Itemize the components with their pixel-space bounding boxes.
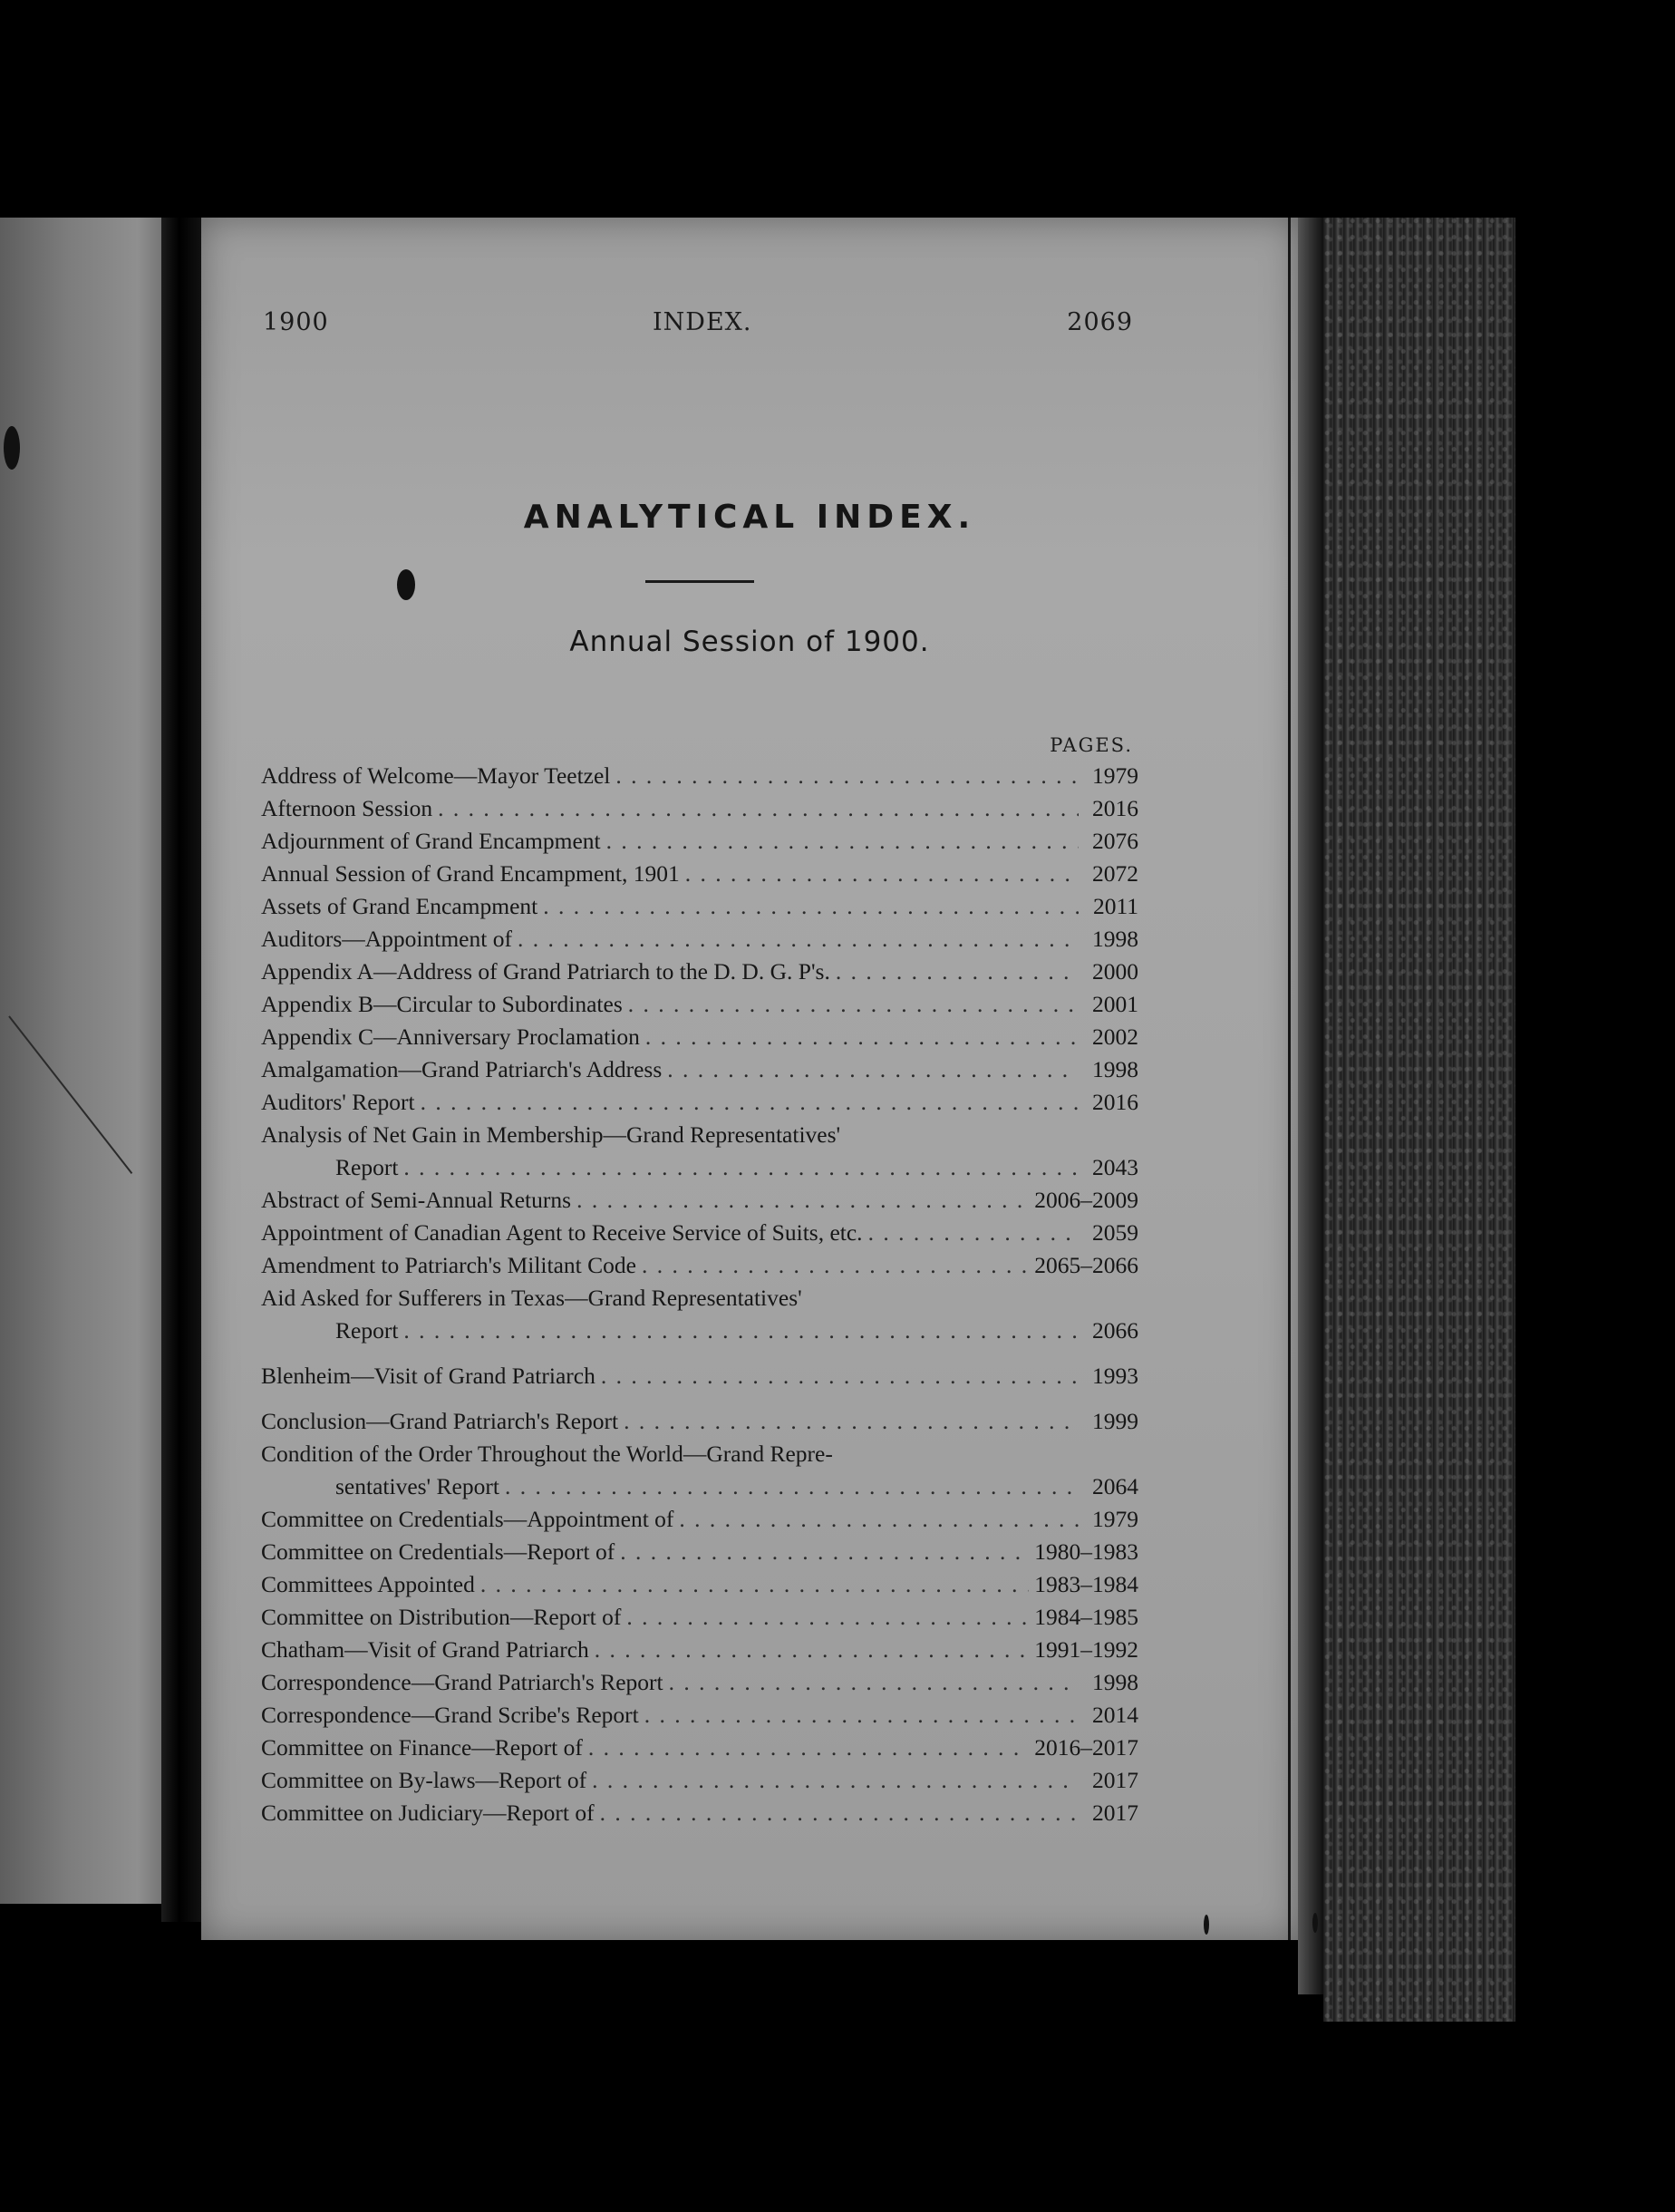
index-entry-text: Annual Session of Grand Encampment, 1901 xyxy=(261,860,680,887)
dot-leader xyxy=(626,1601,1029,1634)
index-entry-page: 2017 xyxy=(1092,1800,1138,1826)
index-entry-page: 1984–1985 xyxy=(1034,1604,1138,1630)
index-entry-page: 2076 xyxy=(1092,828,1138,854)
dot-leader xyxy=(595,1634,1029,1666)
dot-leader xyxy=(403,1315,1079,1347)
index-entry xyxy=(261,1021,1138,1053)
index-entry xyxy=(261,1666,1138,1699)
index-entry-page: 1993 xyxy=(1092,1363,1138,1389)
index-entry-text: Amalgamation—Grand Patriarch's Address xyxy=(261,1056,663,1082)
dot-leader xyxy=(518,923,1079,956)
index-entry xyxy=(261,988,1138,1021)
index-entry-text: Condition of the Order Throughout the World—Grand Repre- xyxy=(261,1441,833,1467)
index-entry-text: Committee on By-laws—Report of xyxy=(261,1767,587,1793)
dot-leader xyxy=(679,1503,1079,1536)
index-entry-text: Report xyxy=(335,1154,399,1180)
index-entry-page: 1991–1992 xyxy=(1034,1636,1138,1663)
index-entry xyxy=(261,1053,1138,1086)
running-head xyxy=(263,308,1133,344)
index-entry-page: 1979 xyxy=(1092,762,1138,789)
page-number: 2069 xyxy=(1067,308,1133,336)
dot-leader xyxy=(642,1249,1029,1282)
dot-leader xyxy=(669,1666,1079,1699)
title-rule xyxy=(645,580,754,583)
index-entry-text: Chatham—Visit of Grand Patriarch xyxy=(261,1636,589,1663)
index-entry-text: Assets of Grand Encampment xyxy=(261,893,538,919)
ink-blot xyxy=(397,569,415,600)
dot-leader xyxy=(836,956,1079,988)
index-entry xyxy=(261,1568,1138,1601)
running-head-year: 1900 xyxy=(263,308,329,336)
index-entry xyxy=(261,1217,1138,1249)
index-entry-text: Afternoon Session xyxy=(261,795,433,821)
index-entry xyxy=(261,1282,1138,1315)
ink-blot xyxy=(1204,1915,1209,1935)
index-entry xyxy=(261,1405,1138,1438)
dot-leader xyxy=(421,1086,1079,1119)
index-entry xyxy=(261,1086,1138,1119)
index-entry-page: 2016–2017 xyxy=(1034,1734,1138,1761)
pages-column-header: PAGES. xyxy=(1050,734,1133,756)
index-entry-text: Adjournment of Grand Encampment xyxy=(261,828,601,854)
index-entry-text: Blenheim—Visit of Grand Patriarch xyxy=(261,1363,595,1389)
index-entry xyxy=(261,858,1138,890)
index-entry-page: 2014 xyxy=(1092,1702,1138,1728)
index-entry xyxy=(261,760,1138,792)
ink-blot xyxy=(1312,1913,1318,1933)
dot-leader xyxy=(600,1797,1079,1829)
index-entry-text: Committee on Credentials—Report of xyxy=(261,1538,615,1565)
index-entry-page: 1980–1983 xyxy=(1034,1538,1138,1565)
index-entry xyxy=(261,1438,1138,1470)
index-entry-page: 2011 xyxy=(1092,893,1138,919)
index-entry-text: Committees Appointed xyxy=(261,1571,475,1597)
ink-blot xyxy=(4,426,20,470)
dot-leader xyxy=(620,1536,1029,1568)
index-entry-text: Report xyxy=(335,1317,399,1344)
running-head-title: INDEX. xyxy=(653,308,752,336)
dot-leader xyxy=(868,1217,1079,1249)
index-entry-page: 2017 xyxy=(1092,1767,1138,1793)
dot-leader xyxy=(592,1764,1079,1797)
page-title: ANALYTICAL INDEX. xyxy=(523,499,976,536)
index-entry xyxy=(261,923,1138,956)
index-entry-page: 1983–1984 xyxy=(1034,1571,1138,1597)
page-border-line xyxy=(1288,218,1291,1940)
index-entry-text: Abstract of Semi-Annual Returns xyxy=(261,1187,572,1213)
index-entry xyxy=(261,1184,1138,1217)
left-facing-page xyxy=(0,218,172,1904)
dot-leader xyxy=(438,792,1079,825)
index-entry-text: Amendment to Patriarch's Militant Code xyxy=(261,1252,636,1278)
index-entry xyxy=(261,1503,1138,1536)
index-entry-page: 2016 xyxy=(1092,795,1138,821)
index-entry xyxy=(261,1764,1138,1797)
dot-leader xyxy=(601,1360,1079,1392)
index-entry xyxy=(261,1634,1138,1666)
index-entry-page: 1998 xyxy=(1092,926,1138,952)
dot-leader xyxy=(644,1699,1079,1732)
book-gutter xyxy=(161,218,201,1922)
index-entry-page: 2064 xyxy=(1092,1473,1138,1499)
page-subtitle: Annual Session of 1900. xyxy=(569,626,930,658)
index-entry-text: Auditors—Appointment of xyxy=(261,926,512,952)
index-entry-list xyxy=(261,760,1138,1829)
index-entry-page: 1998 xyxy=(1092,1669,1138,1695)
index-entry xyxy=(261,1797,1138,1829)
index-entry-text: Auditors' Report xyxy=(261,1089,415,1115)
index-entry-text: Appendix C—Anniversary Proclamation xyxy=(261,1024,640,1050)
index-entry-page: 2002 xyxy=(1092,1024,1138,1050)
index-entry xyxy=(261,1699,1138,1732)
dot-leader xyxy=(615,760,1079,792)
index-entry xyxy=(261,890,1138,923)
index-entry-text: Conclusion—Grand Patriarch's Report xyxy=(261,1408,619,1434)
index-entry-text: Correspondence—Grand Scribe's Report xyxy=(261,1702,639,1728)
dot-leader xyxy=(543,890,1079,923)
index-entry xyxy=(261,1470,1138,1503)
index-entry xyxy=(261,1732,1138,1764)
dot-leader xyxy=(685,858,1079,890)
index-entry-page: 2072 xyxy=(1092,860,1138,887)
index-entry-text: Appendix A—Address of Grand Patriarch to the D. D. G. P's. xyxy=(261,958,830,985)
dot-leader xyxy=(645,1021,1079,1053)
dot-leader xyxy=(505,1470,1079,1503)
page-edge-shadow xyxy=(1298,218,1325,1994)
index-entry-page: 2065–2066 xyxy=(1034,1252,1138,1278)
index-entry-page: 1979 xyxy=(1092,1506,1138,1532)
index-entry xyxy=(261,1536,1138,1568)
index-entry-text: Appointment of Canadian Agent to Receive Service of Suits, etc. xyxy=(261,1219,863,1246)
index-entry-page: 2006–2009 xyxy=(1034,1187,1138,1213)
dot-leader xyxy=(588,1732,1029,1764)
index-entry-text: Appendix B—Circular to Subordinates xyxy=(261,991,623,1017)
index-entry xyxy=(261,1315,1138,1347)
book-page-edges xyxy=(1323,218,1515,2022)
index-entry-text: Committee on Judiciary—Report of xyxy=(261,1800,595,1826)
index-entry-text: Aid Asked for Sufferers in Texas—Grand Representatives' xyxy=(261,1285,802,1311)
dot-leader xyxy=(624,1405,1079,1438)
index-entry-page: 2001 xyxy=(1092,991,1138,1017)
index-entry-page: 1999 xyxy=(1092,1408,1138,1434)
index-entry xyxy=(261,1119,1138,1151)
index-entry xyxy=(261,792,1138,825)
index-entry xyxy=(261,1249,1138,1282)
index-entry-page: 2059 xyxy=(1092,1219,1138,1246)
index-entry-text: Committee on Distribution—Report of xyxy=(261,1604,622,1630)
index-entry xyxy=(261,825,1138,858)
index-entry-text: Committee on Finance—Report of xyxy=(261,1734,583,1761)
dot-leader xyxy=(606,825,1079,858)
index-entry xyxy=(261,956,1138,988)
scratch-mark xyxy=(8,1015,132,1174)
dot-leader xyxy=(628,988,1079,1021)
index-entry-text: Address of Welcome—Mayor Teetzel xyxy=(261,762,611,789)
dot-leader xyxy=(576,1184,1029,1217)
index-entry xyxy=(261,1360,1138,1392)
index-entry xyxy=(261,1151,1138,1184)
dot-leader xyxy=(403,1151,1079,1184)
index-entry-page: 2066 xyxy=(1092,1317,1138,1344)
index-entry-page: 2000 xyxy=(1092,958,1138,985)
index-entry-page: 2043 xyxy=(1092,1154,1138,1180)
index-entry-page: 2016 xyxy=(1092,1089,1138,1115)
index-entry-text: Analysis of Net Gain in Membership—Grand Representatives' xyxy=(261,1121,841,1148)
dot-leader xyxy=(667,1053,1079,1086)
index-entry-text: Committee on Credentials—Appointment of xyxy=(261,1506,674,1532)
index-entry-page: 1998 xyxy=(1092,1056,1138,1082)
index-entry-text: Correspondence—Grand Patriarch's Report xyxy=(261,1669,663,1695)
index-entry-text: sentatives' Report xyxy=(335,1473,499,1499)
dot-leader xyxy=(480,1568,1029,1601)
index-entry xyxy=(261,1601,1138,1634)
